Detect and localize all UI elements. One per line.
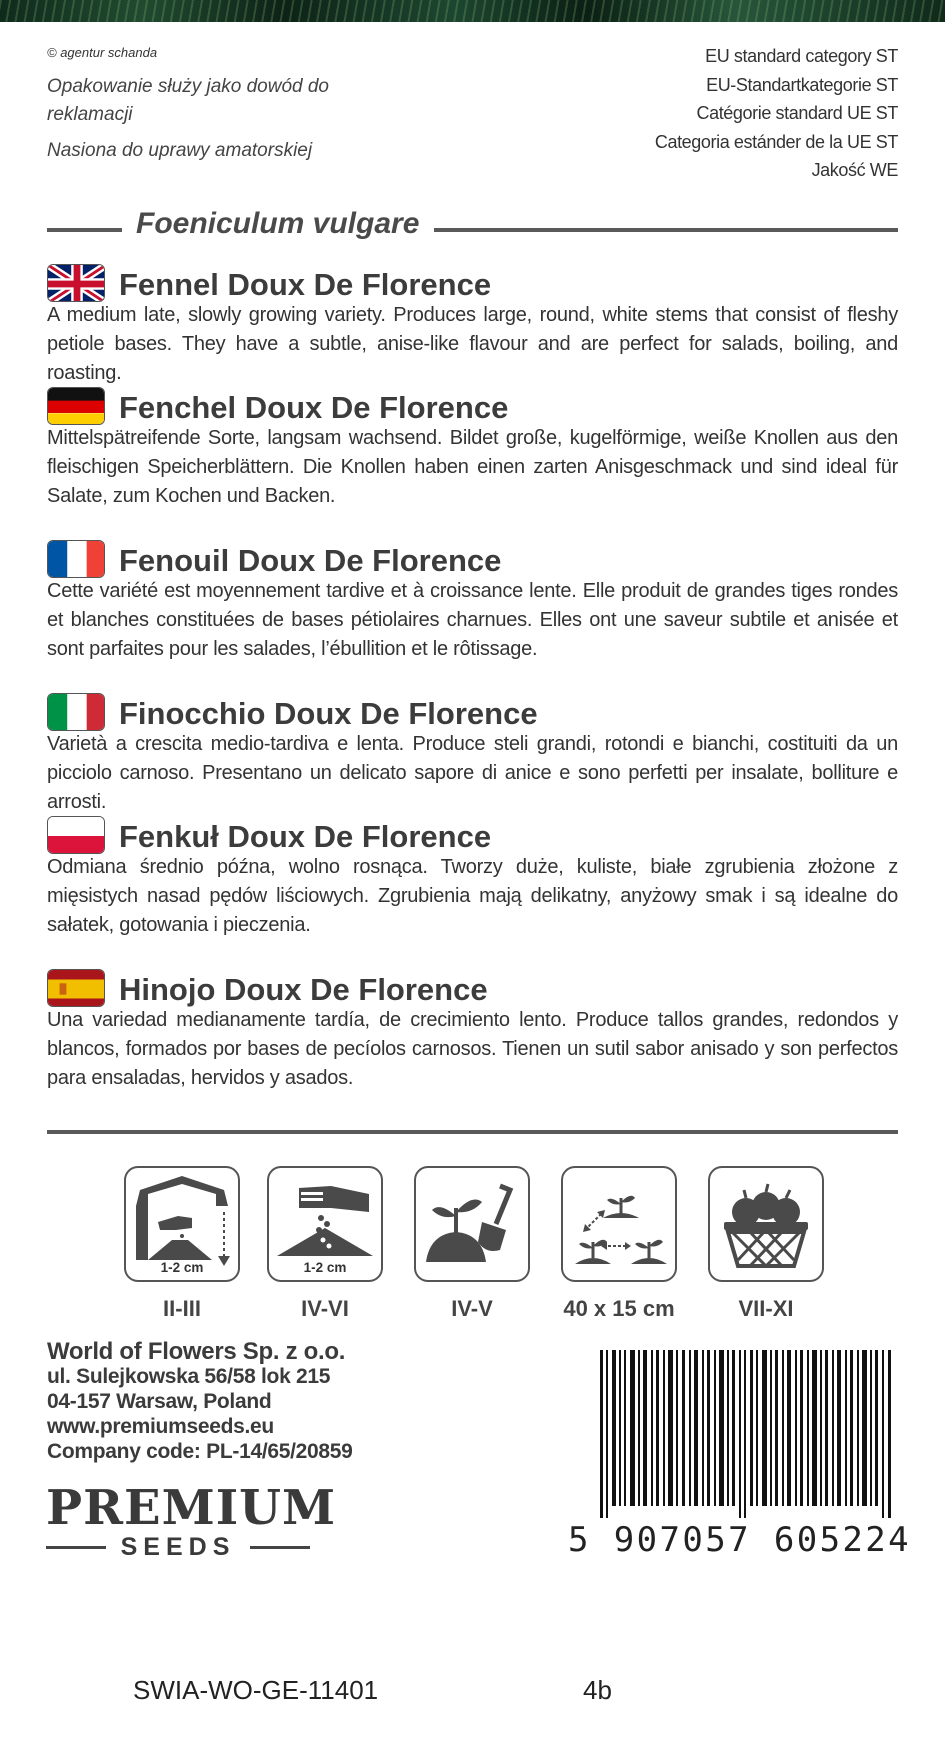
transplanting-icon <box>414 1166 530 1282</box>
outdoor-sowing-icon <box>267 1166 383 1282</box>
section-polish <box>47 816 898 940</box>
harvest-basket-icon <box>708 1166 824 1282</box>
complaint-note: Opakowanie służy jako dowód do reklamacji <box>47 76 330 125</box>
uk-flag-icon <box>47 264 105 302</box>
section-italian <box>47 693 898 817</box>
premium-logo: PREMIUM <box>46 1480 337 1536</box>
copyright-note: © agentur schanda <box>47 45 158 60</box>
harvest-period-label: VII-XI <box>738 1296 794 1321</box>
barcode-number: 5 907057 605224 <box>568 1520 912 1560</box>
spacing-icon <box>561 1166 677 1282</box>
section-title: Finocchio Doux De Florence <box>119 696 538 731</box>
packaging-notes <box>47 73 347 173</box>
header-grass-banner <box>0 0 945 22</box>
section-french <box>47 540 898 664</box>
section-title: Fenchel Doux De Florence <box>119 390 509 425</box>
section-description: Odmiana średnio późna, wolno rosnąca. Tworzy duże, kuliste, białe zgrubienia złożone z mięsistych nasad pędów liściowych. Zgrubienia mają delikatny, anyżowy smak i są idealne do sałatek, gotowania i pieczenia. <box>47 856 898 936</box>
barcode <box>596 1350 898 1518</box>
company-website: www.premiumseeds.eu <box>47 1415 274 1438</box>
category-line: Categoria estánder de la UE ST <box>654 131 898 152</box>
eu-categories <box>655 42 898 185</box>
divider <box>434 228 898 232</box>
icon-caption: 1-2 cm <box>303 1260 347 1275</box>
section-description: Varietà a crescita medio-tardiva e lenta. Produce steli grandi, rotondi e bianchi, costituiti da un picciolo carnoso. Presentano un delicato sapore di anice e sono perfetti per insalate, bolliture e arrosti. <box>47 733 898 813</box>
company-address-line: ul. Sulejkowska 56/58 lok 215 <box>47 1365 331 1388</box>
company-name: World of Flowers Sp. z o.o. <box>47 1338 346 1365</box>
section-description: A medium late, slowly growing variety. Produces large, round, white stems that consist of fleshy petiole bases. They have a subtle, anise-like flavour and are perfect for salads, boiling, and roasting. <box>47 304 898 384</box>
section-german <box>47 387 898 511</box>
transplant-period-label: IV-V <box>451 1296 493 1321</box>
poland-flag-icon <box>47 816 105 854</box>
greenhouse-sowing-icon <box>124 1166 240 1282</box>
category-line: EU standard category ST <box>705 46 898 66</box>
section-title: Fennel Doux De Florence <box>119 267 492 302</box>
divider <box>47 1130 898 1134</box>
section-description: Cette variété est moyennement tardive et à croissance lente. Elle produit de grandes tiges rondes et blanches constituées de bases pétiolaires charnues. Elles ont une saveur subtile et anisée et sont parfaites pour les salades, l’ébullition et le rôtissage. <box>47 580 898 660</box>
germany-flag-icon <box>47 387 105 425</box>
spacing-label: 40 x 15 cm <box>563 1296 675 1321</box>
category-line: Jakość WE <box>811 160 898 180</box>
sowing-period-label: II-III <box>163 1296 201 1321</box>
section-title: Fenkuł Doux De Florence <box>119 819 492 854</box>
divider <box>47 228 122 232</box>
latin-name: Foeniculum vulgare <box>136 207 420 240</box>
seeds-logo <box>46 1533 310 1563</box>
amateur-note: Nasiona do uprawy amatorskiej <box>47 140 313 161</box>
company-address-line: 04-157 Warsaw, Poland <box>47 1390 272 1413</box>
category-line: EU-Standartkategorie ST <box>706 74 898 95</box>
logo-line <box>250 1546 310 1549</box>
section-title: Hinojo Doux De Florence <box>119 972 488 1007</box>
section-english <box>47 264 898 388</box>
company-info <box>47 1339 353 1464</box>
spain-flag-icon <box>47 969 105 1007</box>
outdoor-period-label: IV-VI <box>301 1296 349 1321</box>
page-number: 4b <box>583 1675 612 1705</box>
category-line: Catégorie standard UE ST <box>696 103 898 123</box>
france-flag-icon <box>47 540 105 578</box>
product-code: SWIA-WO-GE-11401 <box>133 1675 379 1705</box>
section-title: Fenouil Doux De Florence <box>119 543 502 578</box>
seeds-wordmark: SEEDS <box>120 1533 236 1561</box>
icon-caption: 1-2 cm <box>160 1260 204 1275</box>
section-description: Una variedad medianamente tardía, de crecimiento lento. Produce tallos grandes, redondos y blancos, formados por bases de pecíolos carnosos. Tienen un sutil sabor anisado y son perfectos para ensaladas, hervidos y asados. <box>47 1009 898 1089</box>
section-description: Mittelspätreifende Sorte, langsam wachsend. Bildet große, kugelförmige, weiße Knollen aus den fleischigen Speicherblättern. Die Knollen haben einen zarten Anisgeschmack und sind ideal für Salate, zum Kochen und Backen. <box>47 427 898 507</box>
company-code: Company code: PL-14/65/20859 <box>47 1440 353 1463</box>
italy-flag-icon <box>47 693 105 731</box>
section-spanish <box>47 969 898 1093</box>
